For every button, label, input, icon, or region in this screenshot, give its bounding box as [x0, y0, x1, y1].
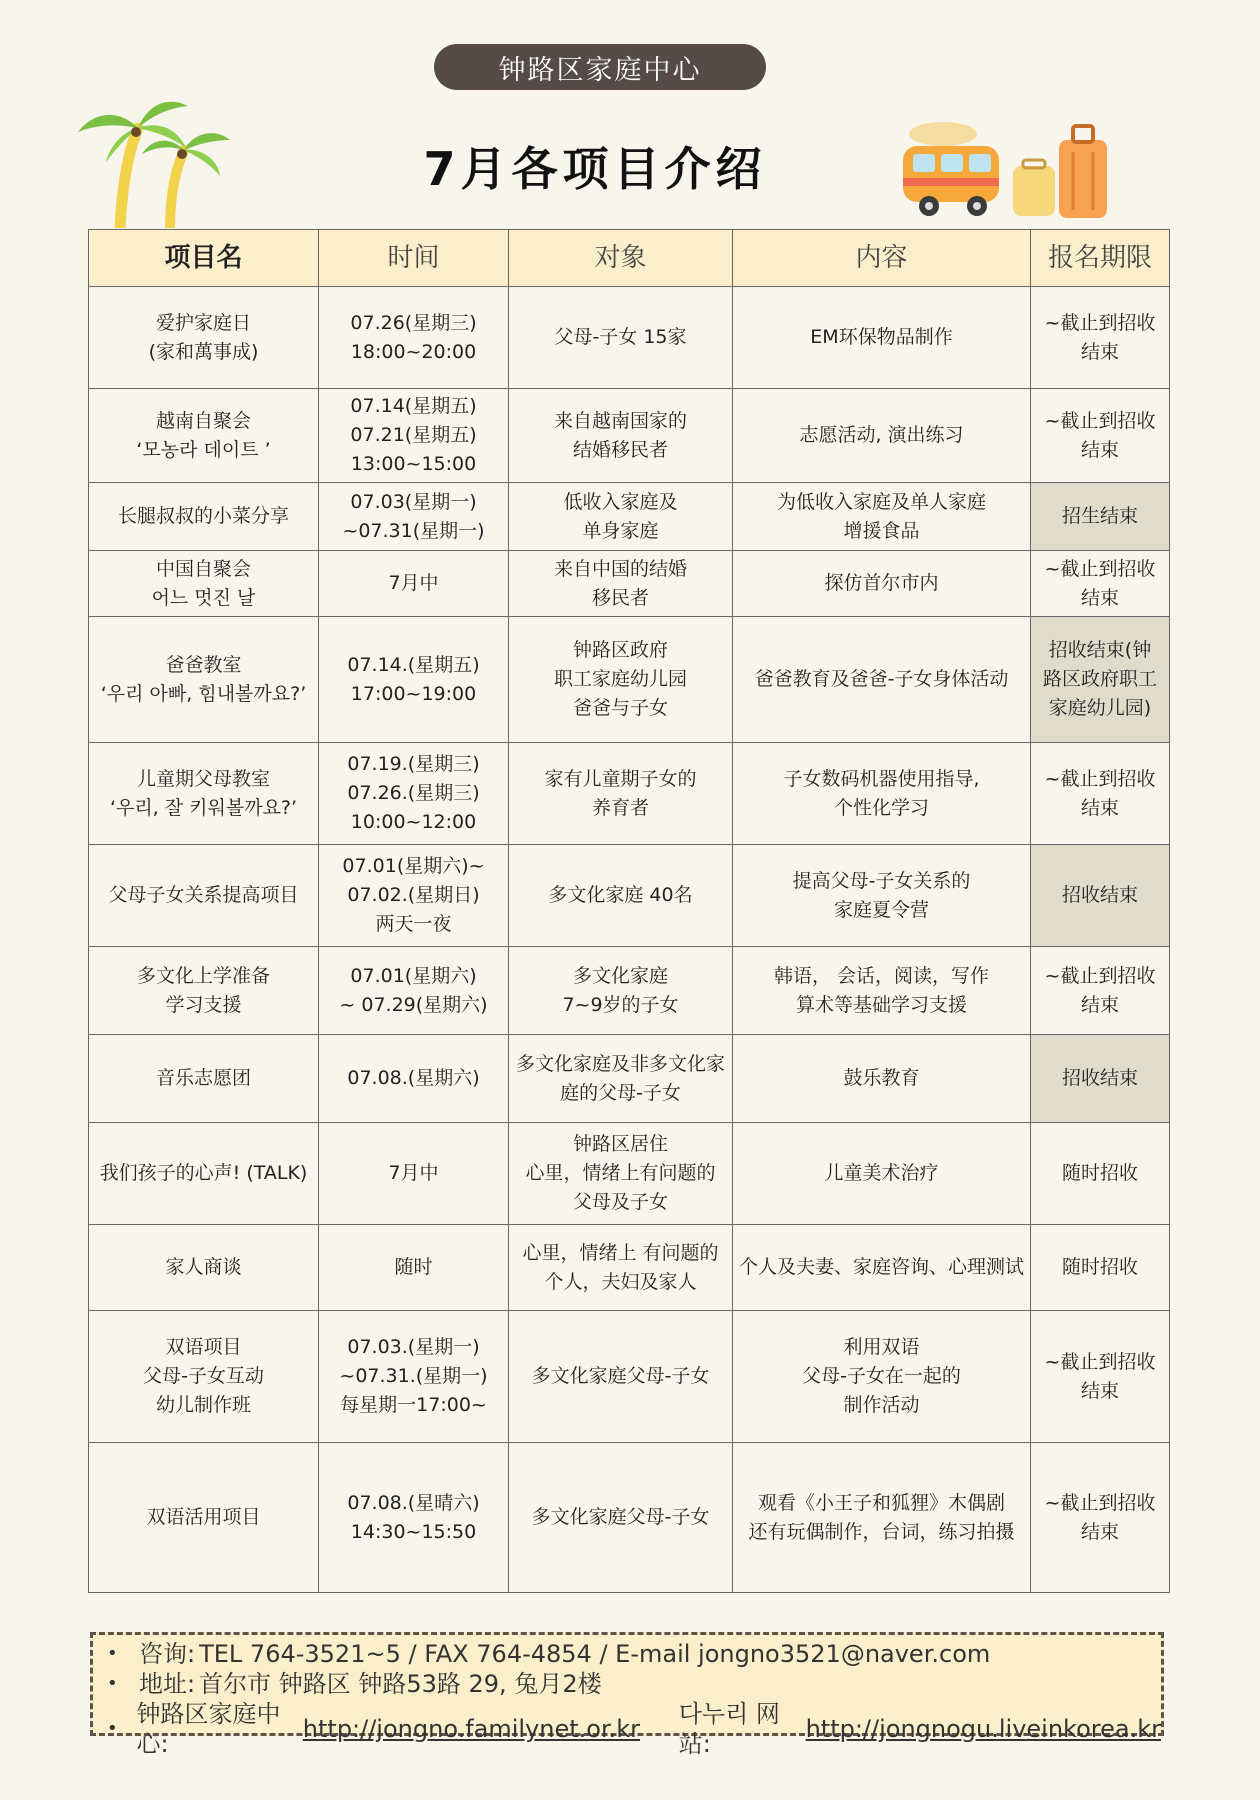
content-cell: 儿童美术治疗: [733, 1123, 1031, 1225]
content-cell: 观看《小王子和狐狸》木偶剧 还有玩偶制作，台词，练习拍摄: [733, 1443, 1031, 1593]
program-table: [88, 229, 1170, 1593]
deadline-cell: ~截止到招收 结束: [1031, 743, 1170, 845]
address-label: 地址:: [139, 1670, 196, 1698]
time-cell: 随时: [319, 1225, 509, 1311]
content-cell: EM环保物品制作: [733, 287, 1031, 389]
program-name-cell: 中国自聚会 어느 멋진 날: [89, 551, 319, 617]
target-cell: 多文化家庭父母-子女: [509, 1311, 733, 1443]
content-cell: 鼓乐教育: [733, 1035, 1031, 1123]
table-row: [89, 947, 1170, 1035]
program-name-cell: 父母子女关系提高项目: [89, 845, 319, 947]
content-cell: 子女数码机器使用指导, 个性化学习: [733, 743, 1031, 845]
time-cell: 07.03.(星期一) ~07.31.(星期一) 每星期一17:00~: [319, 1311, 509, 1443]
time-cell: 7月中: [319, 551, 509, 617]
program-name-cell: 双语项目 父母-子女互动 幼儿制作班: [89, 1311, 319, 1443]
deadline-cell: 随时招收: [1031, 1225, 1170, 1311]
target-cell: 多文化家庭及非多文化家 庭的父母-子女: [509, 1035, 733, 1123]
bullet-icon: •: [107, 1673, 118, 1694]
table-row: [89, 1443, 1170, 1593]
danuri-label: 다누리 网站:: [678, 1700, 780, 1758]
program-name-cell: 爸爸教室 ‘우리 아빠, 힘내볼까요?’: [89, 617, 319, 743]
deadline-cell: 招收结束(钟 路区政府职工 家庭幼儿园): [1031, 617, 1170, 743]
target-cell: 心里，情绪上 有问题的 个人，夫妇及家人: [509, 1225, 733, 1311]
table-row: [89, 617, 1170, 743]
table-row: [89, 1035, 1170, 1123]
program-name-cell: 长腿叔叔的小菜分享: [89, 483, 319, 551]
deadline-cell: 随时招收: [1031, 1123, 1170, 1225]
content-cell: 探仿首尔市内: [733, 551, 1031, 617]
deadline-cell: 招收结束: [1031, 845, 1170, 947]
deadline-cell: ~截止到招收 结束: [1031, 551, 1170, 617]
center-website-link[interactable]: http://jongno.familynet.or.kr: [302, 1715, 641, 1743]
target-cell: 钟路区政府 职工家庭幼儿园 爸爸与子女: [509, 617, 733, 743]
table-row: [89, 1225, 1170, 1311]
contact-address-line: [107, 1669, 1161, 1699]
inquiry-label: 咨询:: [139, 1640, 196, 1668]
bullet-icon: •: [107, 1718, 118, 1739]
column-header-target: 对象: [509, 230, 733, 287]
deadline-cell: ~截止到招收 结束: [1031, 1443, 1170, 1593]
content-cell: 爸爸教育及爸爸-子女身体活动: [733, 617, 1031, 743]
deadline-cell: ~截止到招收 结束: [1031, 1311, 1170, 1443]
time-cell: 07.01(星期六)~ 07.02.(星期日) 两天一夜: [319, 845, 509, 947]
center-label: 钟路区家庭中心:: [136, 1700, 281, 1758]
table-row: [89, 287, 1170, 389]
table-row: [89, 551, 1170, 617]
table-row: [89, 483, 1170, 551]
time-cell: 07.01(星期六) ~ 07.29(星期六): [319, 947, 509, 1035]
contact-info-box: [90, 1632, 1164, 1758]
content-cell: 为低收入家庭及单人家庭 增援食品: [733, 483, 1031, 551]
program-name-cell: 我们孩子的心声! (TALK): [89, 1123, 319, 1225]
table-row: [89, 743, 1170, 845]
target-cell: 来自越南国家的 结婚移民者: [509, 389, 733, 483]
target-cell: 多文化家庭 7~9岁的子女: [509, 947, 733, 1035]
deadline-cell: ~截止到招收 结束: [1031, 287, 1170, 389]
program-name-cell: 双语活用项目: [89, 1443, 319, 1593]
bullet-icon: •: [107, 1643, 118, 1664]
time-cell: 07.08.(星期六): [319, 1035, 509, 1123]
program-name-cell: 儿童期父母教室 ‘우리, 잘 키워볼까요?’: [89, 743, 319, 845]
program-name-cell: 家人商谈: [89, 1225, 319, 1311]
table-row: [89, 389, 1170, 483]
table-row: [89, 845, 1170, 947]
program-name-cell: 爱护家庭日 (家和萬事成): [89, 287, 319, 389]
content-cell: 利用双语 父母-子女在一起的 制作活动: [733, 1311, 1031, 1443]
deadline-cell: ~截止到招收 结束: [1031, 389, 1170, 483]
content-cell: 个人及夫妻、家庭咨询、心理测试: [733, 1225, 1031, 1311]
address-text: 首尔市 钟路区 钟路53路 29, 兔月2楼: [199, 1670, 602, 1698]
contact-website-line: [107, 1699, 1161, 1759]
target-cell: 钟路区居住 心里，情绪上有问题的 父母及子女: [509, 1123, 733, 1225]
column-header-time: 时间: [319, 230, 509, 287]
time-cell: 7月中: [319, 1123, 509, 1225]
time-cell: 07.03(星期一) ~07.31(星期一): [319, 483, 509, 551]
page-title: 7月各项目介绍: [423, 142, 767, 196]
travel-van-luggage-icon: [895, 118, 1117, 222]
column-header-deadline: 报名期限: [1031, 230, 1170, 287]
target-cell: 低收入家庭及 单身家庭: [509, 483, 733, 551]
content-cell: 志愿活动, 演出练习: [733, 389, 1031, 483]
table-row: [89, 1311, 1170, 1443]
target-cell: 多文化家庭父母-子女: [509, 1443, 733, 1593]
contact-inquiry-line: [107, 1639, 1161, 1669]
program-name-cell: 越南自聚会 ‘모농라 데이트 ’: [89, 389, 319, 483]
danuri-website-link[interactable]: http://jongnogu.liveinkorea.kr: [805, 1715, 1161, 1743]
target-cell: 家有儿童期子女的 养育者: [509, 743, 733, 845]
time-cell: 07.14(星期五) 07.21(星期五) 13:00~15:00: [319, 389, 509, 483]
program-name-cell: 音乐志愿团: [89, 1035, 319, 1123]
table-header-row: [89, 230, 1170, 287]
program-name-cell: 多文化上学准备 学习支援: [89, 947, 319, 1035]
time-cell: 07.26(星期三) 18:00~20:00: [319, 287, 509, 389]
time-cell: 07.19.(星期三) 07.26.(星期三) 10:00~12:00: [319, 743, 509, 845]
time-cell: 07.14.(星期五) 17:00~19:00: [319, 617, 509, 743]
table-row: [89, 1123, 1170, 1225]
target-cell: 多文化家庭 40名: [509, 845, 733, 947]
content-cell: 提高父母-子女关系的 家庭夏令营: [733, 845, 1031, 947]
inquiry-text: TEL 764-3521~5 / FAX 764-4854 / E-mail jongno3521@naver.com: [199, 1640, 991, 1668]
content-cell: 韩语， 会话，阅读，写作 算术等基础学习支援: [733, 947, 1031, 1035]
org-name-badge: 钟路区家庭中心: [434, 44, 766, 90]
time-cell: 07.08.(星晴六) 14:30~15:50: [319, 1443, 509, 1593]
deadline-cell: 招收结束: [1031, 1035, 1170, 1123]
target-cell: 父母-子女 15家: [509, 287, 733, 389]
column-header-content: 内容: [733, 230, 1031, 287]
deadline-cell: ~截止到招收 结束: [1031, 947, 1170, 1035]
target-cell: 来自中国的结婚 移民者: [509, 551, 733, 617]
column-header-name: 项目名: [89, 230, 319, 287]
deadline-cell: 招生结束: [1031, 483, 1170, 551]
